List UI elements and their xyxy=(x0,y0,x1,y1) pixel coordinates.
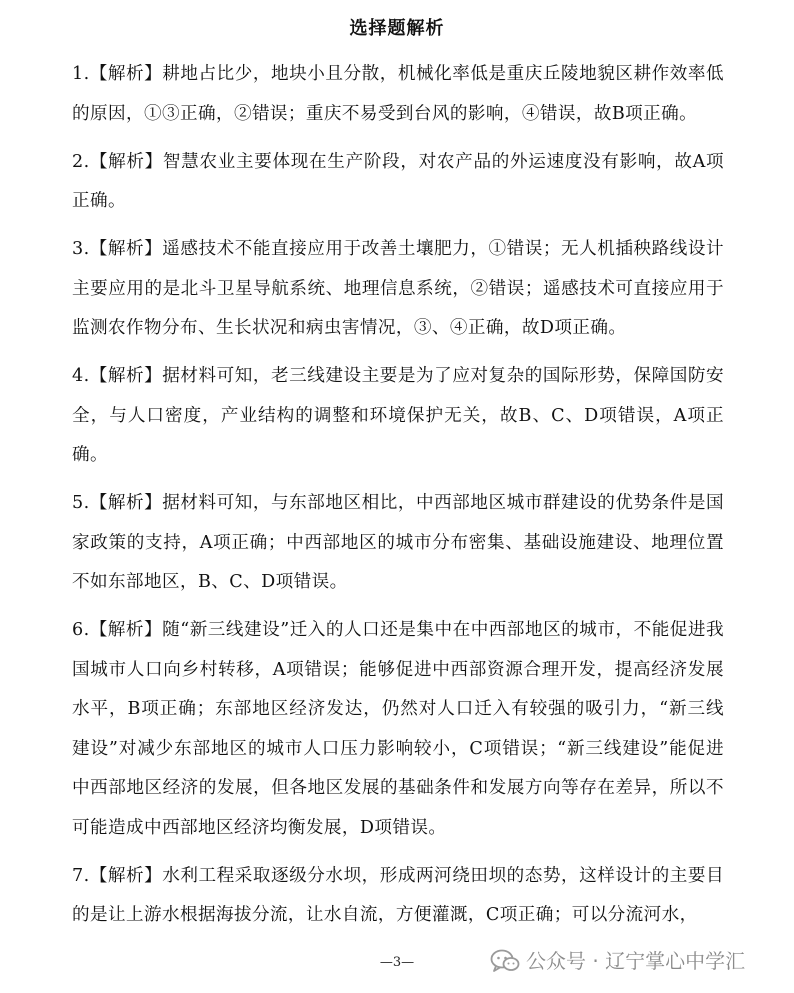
watermark-text: 公众号 · 辽宁掌心中学汇 xyxy=(526,949,746,973)
page-title: 选择题解析 xyxy=(349,18,445,39)
answer-item-4: 4.【解析】据材料可知，老三线建设主要是为了应对复杂的国际形势，保障国防安全，与人口密度，产业结构的调整和环境保护无关，故B、C、D项错误，A项正确。 xyxy=(72,366,724,465)
page-footer xyxy=(0,949,794,973)
answer-item-5: 5.【解析】据材料可知，与东部地区相比，中西部地区城市群建设的优势条件是国家政策的支持，A项正确；中西部地区的城市分布密集、基础设施建设、地理位置不如东部地区，B、C、D项错误。 xyxy=(72,493,724,592)
answer-list xyxy=(72,55,724,944)
page-number: —3— xyxy=(379,955,415,970)
answer-item-7: 7.【解析】水利工程采取逐级分水坝，形成两河绕田坝的态势，这样设计的主要目的是让上游水根据海拔分流，让水自流，方便灌溉，C项正确；可以分流河水， xyxy=(72,865,724,925)
wechat-icon xyxy=(490,948,520,974)
watermark xyxy=(490,947,745,975)
answer-item-3: 3.【解析】遥感技术不能直接应用于改善土壤肥力，①错误；无人机插秧路线设计主要应用的是北斗卫星导航系统、地理信息系统，②错误；遥感技术可直接应用于监测农作物分布、生长状况和病虫害情况，③、④正确，故D项正确。 xyxy=(72,239,724,338)
answer-item-6: 6.【解析】随“新三线建设”迁入的人口还是集中在中西部地区的城市，不能促进我国城市人口向乡村转移，A项错误；能够促进中西部资源合理开发，提高经济发展水平，B项正确；东部地区经济发达，仍然对人口迁入有较强的吸引力，“新三线建设”对减少东部地区的城市人口压力影响较小，C项错误；“新三线建设”能促进中西部地区经济的发展，但各地区发展的基础条件和发展方向等存在差异，所以不可能造成中西部地区经济均衡发展，D项错误。 xyxy=(72,620,724,838)
answer-item-2: 2.【解析】智慧农业主要体现在生产阶段，对农产品的外运速度没有影响，故A项正确。 xyxy=(72,151,724,211)
answer-item-1: 1.【解析】耕地占比少，地块小且分散，机械化率低是重庆丘陵地貌区耕作效率低的原因，①③正确，②错误；重庆不易受到台风的影响，④错误，故B项正确。 xyxy=(72,64,724,124)
